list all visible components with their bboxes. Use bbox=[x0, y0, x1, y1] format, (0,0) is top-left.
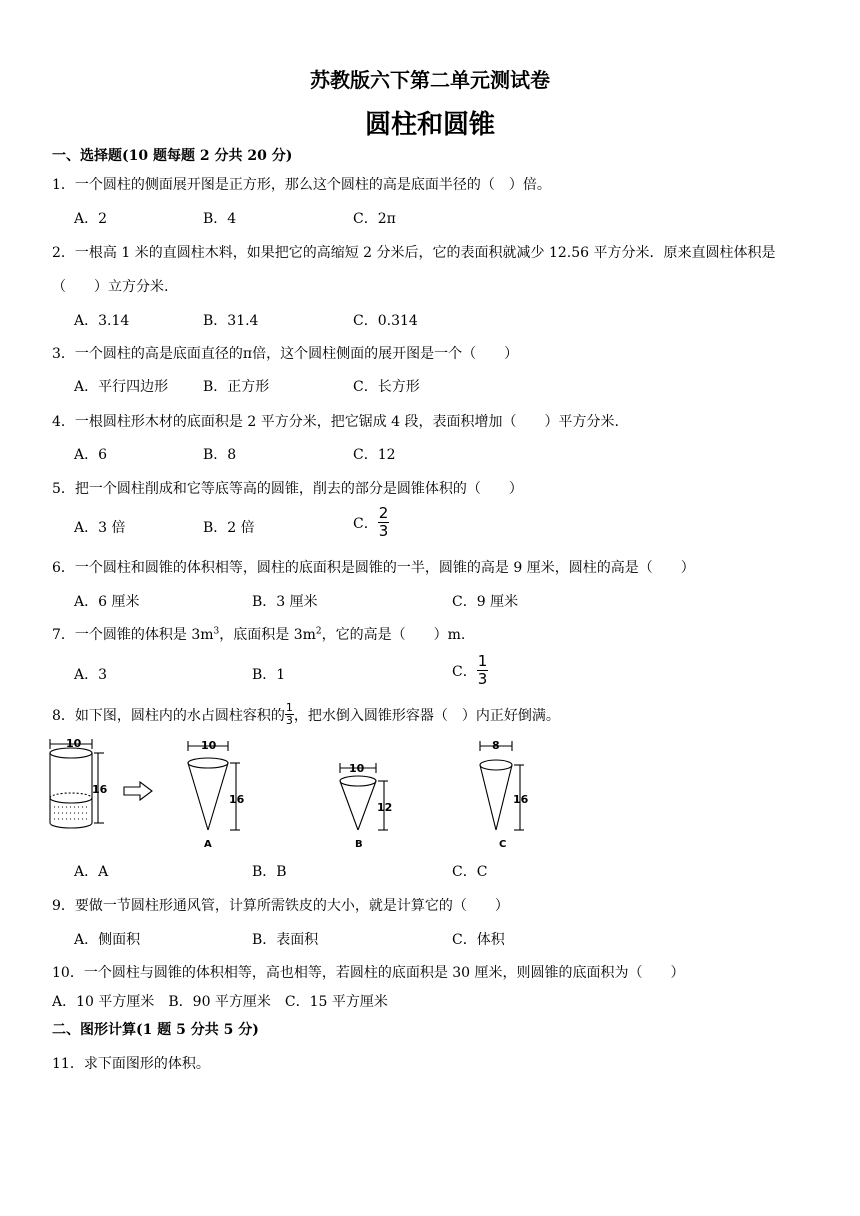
question-5: 5．把一个圆柱削成和它等底等高的圆锥，削去的部分是圆锥体积的（ ） bbox=[52, 481, 523, 497]
option-8a[interactable]: A．A bbox=[74, 864, 109, 880]
cone-a-drawing bbox=[188, 741, 240, 830]
option-4a[interactable]: A．6 bbox=[74, 447, 108, 463]
fraction-8-numerator: 1 bbox=[285, 701, 293, 714]
question-1: 1．一个圆柱的侧面展开图是正方形，那么这个圆柱的高是底面半径的（ ）倍。 bbox=[52, 177, 551, 193]
fraction-8 bbox=[285, 702, 294, 727]
option-8b[interactable]: B．B bbox=[252, 864, 287, 880]
cone-b-diameter-label: 10 bbox=[349, 762, 365, 775]
option-6b[interactable]: B．3 厘米 bbox=[252, 594, 318, 610]
question-7-part-c: ，它的高是（ ）m. bbox=[321, 627, 466, 643]
option-9c[interactable]: C．体积 bbox=[452, 932, 505, 948]
option-7c-label: C． bbox=[452, 663, 477, 680]
question-7-part-b: ，底面积是 3m bbox=[219, 627, 316, 643]
cone-a-height-label: 16 bbox=[229, 793, 245, 806]
option-9a[interactable]: A．侧面积 bbox=[74, 932, 141, 948]
question-2: 2．一根高 1 米的直圆柱木料，如果把它的高缩短 2 分米后，它的表面积就减少 12.56 平方分米．原来直圆柱体积是 bbox=[52, 245, 776, 261]
option-5c[interactable] bbox=[353, 505, 389, 540]
question-6: 6．一个圆柱和圆锥的体积相等，圆柱的底面积是圆锥的一半，圆锥的高是 9 厘米，圆柱的高是（ ） bbox=[52, 560, 695, 576]
cone-b-height-label: 12 bbox=[377, 801, 393, 814]
fraction-5c bbox=[378, 505, 390, 540]
option-6c[interactable]: C．9 厘米 bbox=[452, 594, 519, 610]
option-3a[interactable]: A．平行四边形 bbox=[74, 379, 169, 395]
question-8 bbox=[52, 702, 560, 727]
fraction-7c bbox=[477, 653, 489, 688]
question-7-part-a: 7．一个圆锥的体积是 3m bbox=[52, 627, 214, 643]
option-8c[interactable]: C．C bbox=[452, 864, 488, 880]
fraction-5c-numerator: 2 bbox=[378, 504, 389, 522]
question-8-part-a: 8．如下图，圆柱内的水占圆柱容积的 bbox=[52, 707, 285, 724]
options-10[interactable]: A．10 平方厘米 B．90 平方厘米 C．15 平方厘米 bbox=[52, 994, 388, 1010]
option-1a[interactable]: A．2 bbox=[74, 211, 108, 227]
option-3b[interactable]: B．正方形 bbox=[203, 379, 270, 395]
option-5c-label: C． bbox=[353, 515, 378, 532]
question-7 bbox=[52, 624, 465, 644]
option-2c[interactable]: C．0.314 bbox=[353, 313, 418, 329]
question-7-sup-b: 2 bbox=[315, 626, 322, 637]
fraction-7c-denominator: 3 bbox=[477, 670, 488, 688]
section-1-heading: 一、选择题(10 题每题 2 分共 20 分) bbox=[52, 148, 293, 164]
option-5a[interactable]: A．3 倍 bbox=[74, 520, 126, 536]
option-1c[interactable]: C．2π bbox=[353, 211, 396, 227]
page-subtitle: 圆柱和圆锥 bbox=[364, 110, 495, 140]
fraction-8-denominator: 3 bbox=[285, 714, 293, 727]
option-5b[interactable]: B．2 倍 bbox=[203, 520, 255, 536]
question-2-cont: （ ）立方分米. bbox=[52, 279, 169, 295]
arrow-icon bbox=[124, 782, 152, 800]
cone-c-height-label: 16 bbox=[513, 793, 529, 806]
option-7a[interactable]: A．3 bbox=[74, 667, 108, 683]
option-7b[interactable]: B．1 bbox=[252, 667, 286, 683]
fraction-5c-denominator: 3 bbox=[378, 522, 389, 540]
question-9: 9．要做一节圆柱形通风管，计算所需铁皮的大小，就是计算它的（ ） bbox=[52, 898, 509, 914]
cone-b-label: B bbox=[355, 839, 363, 850]
option-4b[interactable]: B．8 bbox=[203, 447, 237, 463]
question-4: 4．一根圆柱形木材的底面积是 2 平方分米，把它锯成 4 段，表面积增加（ ）平方分米. bbox=[52, 414, 619, 430]
option-4c[interactable]: C．12 bbox=[353, 447, 396, 463]
page-title: 苏教版六下第二单元测试卷 bbox=[310, 68, 550, 92]
question-8-part-b: ，把水倒入圆锥形容器（ ）内正好倒满。 bbox=[293, 707, 560, 724]
cone-c-diameter-label: 8 bbox=[492, 739, 500, 752]
option-3c[interactable]: C．长方形 bbox=[353, 379, 420, 395]
cylinder-height-label: 16 bbox=[92, 783, 108, 796]
option-2a[interactable]: A．3.14 bbox=[74, 313, 130, 329]
question-8-figure bbox=[40, 735, 560, 855]
option-6a[interactable]: A．6 厘米 bbox=[74, 594, 140, 610]
option-2b[interactable]: B．31.4 bbox=[203, 313, 259, 329]
cone-c-drawing bbox=[480, 741, 524, 830]
question-11: 11．求下面图形的体积。 bbox=[52, 1056, 210, 1072]
option-1b[interactable]: B．4 bbox=[203, 211, 237, 227]
question-7-sup-a: 3 bbox=[213, 626, 220, 637]
cone-a-diameter-label: 10 bbox=[201, 739, 217, 752]
option-9b[interactable]: B．表面积 bbox=[252, 932, 319, 948]
cone-c-label: C bbox=[499, 839, 507, 850]
question-3: 3．一个圆柱的高是底面直径的π倍，这个圆柱侧面的展开图是一个（ ） bbox=[52, 346, 519, 362]
fraction-7c-numerator: 1 bbox=[477, 652, 488, 670]
question-10: 10．一个圆柱与圆锥的体积相等，高也相等，若圆柱的底面积是 30 厘米，则圆锥的底面积为（ ） bbox=[52, 965, 685, 981]
cone-a-label: A bbox=[204, 839, 212, 850]
cylinder-diameter-label: 10 bbox=[66, 737, 82, 750]
section-2-heading: 二、图形计算(1 题 5 分共 5 分) bbox=[52, 1022, 259, 1038]
option-7c[interactable] bbox=[452, 653, 488, 688]
